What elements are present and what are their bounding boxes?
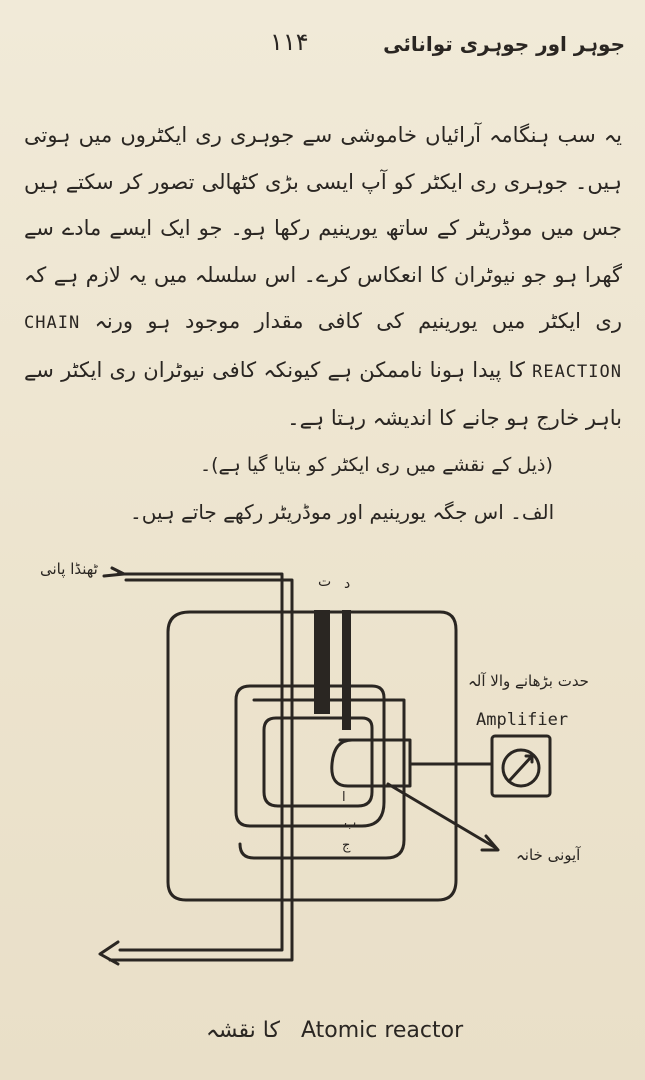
figure-caption-english: Atomic reactor (300, 1018, 464, 1043)
body-paragraph (24, 112, 622, 442)
core-loop (264, 718, 372, 806)
paragraph-text-part1: یہ سب ہنگامہ آرائیاں خاموشی سے جوہری ری ایکٹروں میں ہوتی ہیں۔ جوہری ری ایکٹر کو آپ ایسی بڑی کٹھالی تصور کر سکتے ہیں جس میں موڈریٹر کے ساتھ یورینیم رکھا ہو۔ جو ایک ایسے مادے سے گھرا ہو جو نیوٹران کا انعکاس کرے۔ اس سلسلہ میں یہ لازم ہے کہ ری ایکٹر میں یورینیم کی کافی مقدار موجود ہو ورنہ (24, 123, 622, 333)
chain-reaction-term: CHAIN REACTION (24, 313, 622, 382)
label-amplifier: Amplifier (476, 710, 569, 730)
reactor-diagram (0, 540, 645, 980)
label-t: ت (318, 574, 332, 590)
label-a: ا (342, 790, 346, 805)
diagram-legend-alif: الف۔ اس جگہ یورینیم اور موڈریٹر رکھے جاتے ہیں۔ (130, 500, 555, 524)
diagram-note: (ذیل کے نقشے میں ری ایکٹر کو بتایا گیا ہے)۔ (200, 454, 553, 476)
page-number: ۱۱۴ (270, 28, 309, 56)
amplifier-needle (510, 756, 532, 780)
inlet-arrow (104, 568, 124, 576)
control-rod-t (314, 610, 330, 714)
label-cold-water: ٹھنڈا پانی (40, 560, 98, 578)
paragraph-text-part2: کا پیدا ہونا ناممکن ہے کیونکہ کافی نیوٹران ری ایکٹر سے باہر خارج ہو جانے کا اندیشہ رہتا ہے۔ (24, 357, 622, 430)
label-ionization-chamber: آیونی خانہ (516, 846, 581, 864)
label-j: ج (342, 838, 351, 853)
label-d: د (344, 576, 351, 592)
label-amplifier-urdu: حدت بڑھانے والا آلہ (468, 672, 589, 690)
inlet-pipe (118, 574, 282, 950)
control-rod-d (342, 610, 351, 730)
figure-caption-urdu: کا نقشہ (206, 1018, 280, 1043)
page-header (20, 28, 625, 68)
running-head: جوہر اور جوہری توانائی (383, 32, 625, 56)
figure-caption (206, 1018, 463, 1043)
label-b: ب (344, 816, 357, 831)
